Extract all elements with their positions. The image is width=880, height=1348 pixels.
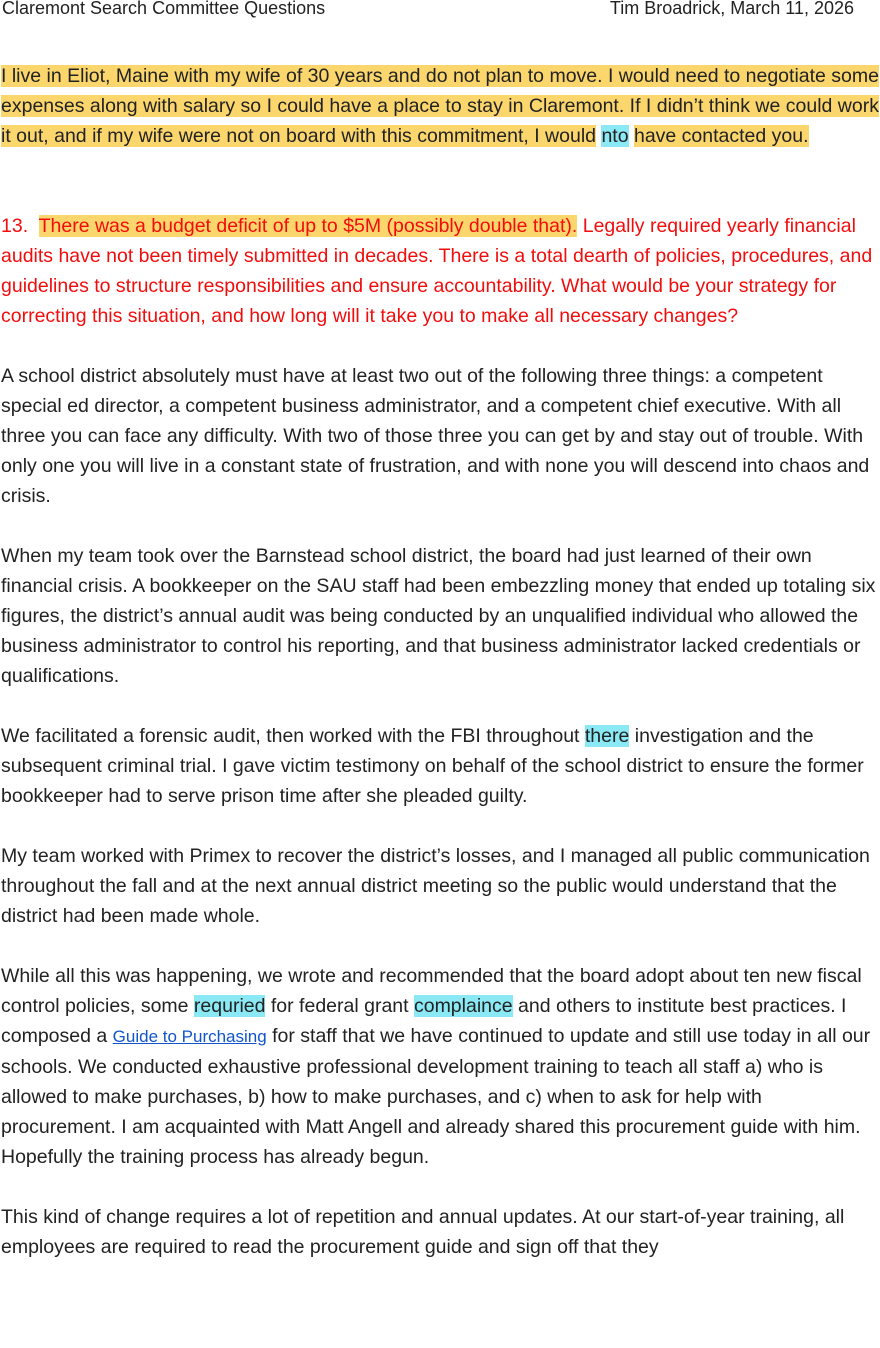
paragraph-fiscal-policies: While all this was happening, we wrote and recommended that the board adopt about ten new fiscal control policies, some requried for federal grant complaince and others to institute best practices. I composed a Guide to Purchasing for staff that we have continued to update and still use today in all our schools. We conducted exhaustive professional development training to teach all staff a) who is allowed to make purchases, b) how to make purchases, and c) when to ask for help with procurement. I am acquainted with Matt Angell and already shared this procurement guide with him. Hopefully the training process has already begun. (1, 965, 871, 1168)
guide-to-purchasing-link[interactable]: Guide to Purchasing (112, 1027, 267, 1046)
question-text: Legally required yearly financial audits have not been timely submitted in decades. There is a total dearth of policies, procedures, and guidelines to structure responsibilities and ensure accountability. What would be your strategy for correcting this situation, and how long will it take you to make all necessary changes? (1, 215, 873, 327)
typo-highlight: nto (601, 125, 629, 147)
paragraph-three-things: A school district absolutely must have at least two out of the following three things: a competent special ed director, a competent business administrator, and a competent chief executive. With all three you can face any difficulty. With two of those three you can get by and stay out of trouble. With only one you will live in a constant state of frustration, and with none you will descend into chaos and crisis. (1, 365, 870, 507)
question-number: 13. (1, 215, 29, 237)
page-header (0, 0, 880, 26)
typo-highlight: there (584, 725, 630, 747)
typo-highlight: complaince (413, 995, 513, 1017)
question-highlight: There was a budget deficit of up to $5M (possibly double that). (38, 215, 578, 237)
paragraph-forensic-audit: We facilitated a forensic audit, then worked with the FBI throughout there investigation and the subsequent criminal trial. I gave victim testimony on behalf of the school district to ensure the former bookkeeper had to serve prison time after she pleaded guilty. (1, 725, 864, 807)
typo-highlight: requried (193, 995, 266, 1017)
document-title: Claremont Search Committee Questions (2, 0, 326, 18)
paragraph-primex: My team worked with Primex to recover the district’s losses, and I managed all public communication throughout the fall and at the next annual district meeting so the public would understand that the district had been made whole. (1, 845, 870, 927)
question-13 (1, 211, 879, 331)
author-date: Tim Broadrick, March 11, 2026 (609, 0, 854, 18)
paragraph-barnstead: When my team took over the Barnstead school district, the board had just learned of their own financial crisis. A bookkeeper on the SAU staff had been embezzling money that ended up totaling six figures, the district’s annual audit was being conducted by an unqualified individual who allowed the business administrator to control his reporting, and that business administrator lacked credentials or qualifications. (1, 545, 876, 687)
document-body (1, 61, 879, 1262)
paragraph-repetition: This kind of change requires a lot of repetition and annual updates. At our start-of-year training, all employees are required to read the procurement guide and sign off that they (1, 1206, 845, 1258)
highlighted-text: I live in Eliot, Maine with my wife of 30 years and do not plan to move. I would need to negotiate some expenses along with salary so I could have a place to stay in Claremont. If I didn’t think we could work it out, and if my wife were not on board with this commitment, I would (1, 65, 879, 147)
paragraph-residence (1, 61, 879, 151)
highlighted-text: have contacted you. (633, 125, 809, 147)
